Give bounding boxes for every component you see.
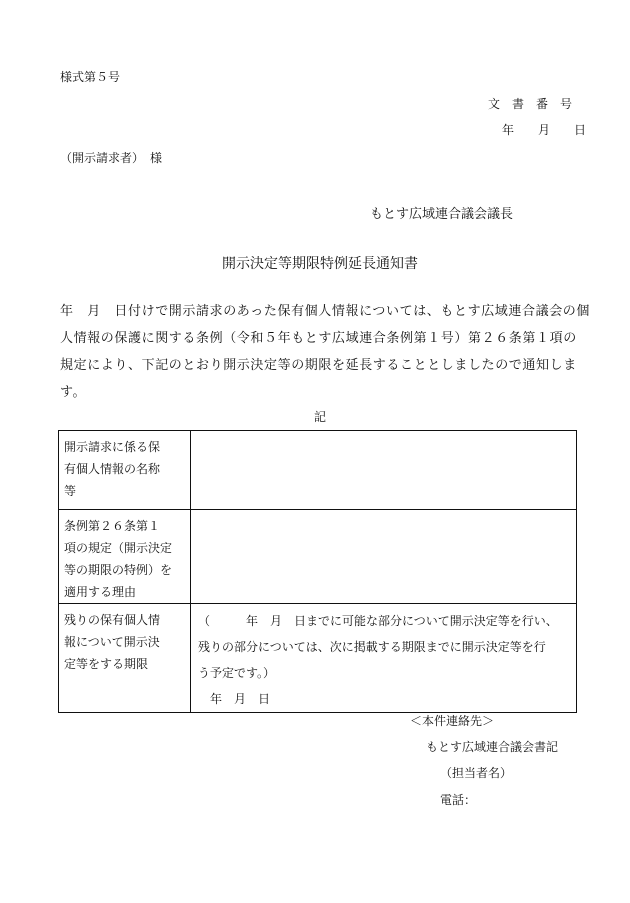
body-line: 人情報の保護に関する条例（令和５年もとす広域連合条例第１号）第２６条第１項の (60, 331, 577, 346)
row-label-deadline (59, 604, 191, 713)
label-line: 等の期限の特例）を (64, 563, 173, 577)
contact-office: もとす広域連合議会書記 (426, 740, 559, 754)
contact-person: （担当者名） (440, 766, 513, 780)
form-number: 様式第５号 (60, 70, 121, 84)
row-label-reason (59, 510, 191, 604)
label-line: 報について開示決 (64, 635, 160, 649)
row-value-info-name[interactable] (191, 431, 577, 510)
value-line: 年 月 日 (198, 692, 271, 706)
value-line: う予定です。） (198, 666, 276, 680)
sender: もとす広域連合議会議長 (370, 207, 514, 222)
label-line: 条例第２６条第１ (64, 519, 161, 533)
row-value-reason[interactable] (191, 510, 577, 604)
label-line: 定等をする期限 (64, 657, 149, 671)
contact-heading: ＜本件連絡先＞ (410, 714, 495, 728)
document-number-label: 文 書 番 号 (488, 97, 573, 111)
date-label: 年 月 日 (502, 123, 587, 137)
notice-body (60, 298, 591, 406)
row-label-info-name (59, 431, 191, 510)
label-line: 項の規定（開示決定 (64, 541, 173, 555)
label-line: 残りの保有個人情 (64, 613, 161, 627)
label-line: 等 (64, 484, 77, 498)
table-row (59, 431, 577, 510)
label-line: 開示請求に係る保 (64, 440, 161, 454)
ki-mark: 記 (314, 410, 327, 424)
contact-tel: 電話： (440, 793, 477, 807)
label-line: 適用する理由 (64, 585, 137, 599)
value-line: 残りの部分については、次に掲載する期限までに開示決定等を行 (198, 640, 546, 654)
page-title: 開示決定等期限特例延長通知書 (222, 256, 418, 272)
table-row (59, 510, 577, 604)
value-line: （ 年 月 日までに可能な部分について開示決定等を行い、 (198, 614, 558, 628)
table-row (59, 604, 577, 713)
addressee: （開示請求者） 様 (60, 151, 163, 165)
info-table (58, 430, 577, 713)
body-line: 規定により、下記のとおり開示決定等の期限を延長することとしましたので通知しま (60, 358, 577, 373)
row-value-deadline[interactable] (191, 604, 577, 713)
body-line: 年 月 日付けで開示請求のあった保有個人情報については、もとす広域連合議会の個 (60, 304, 591, 319)
body-line: す。 (60, 385, 87, 400)
label-line: 有個人情報の名称 (64, 462, 161, 476)
